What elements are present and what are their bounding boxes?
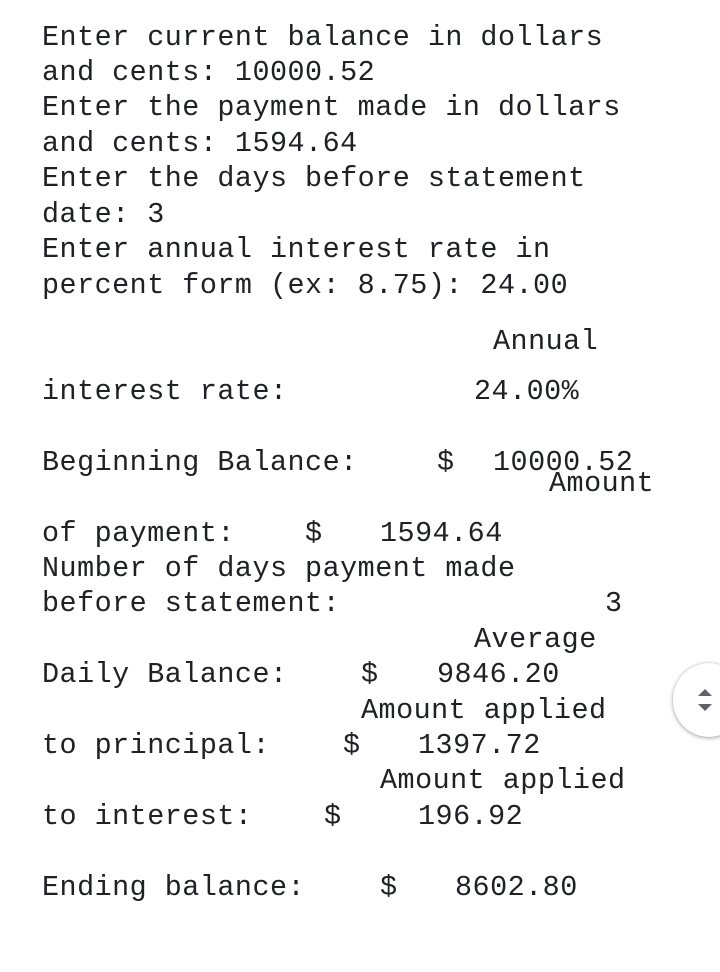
amount-label: Amount — [549, 467, 655, 500]
daily-balance-value: 9846.20 — [437, 658, 560, 691]
prompt-balance-line-2: and cents: 10000.52 — [42, 56, 376, 89]
payment-value: 1594.64 — [380, 517, 503, 550]
interest-label: to interest: — [42, 800, 253, 833]
interest-rate-value: 24.00% — [474, 375, 580, 408]
ending-balance-value: 8602.80 — [455, 871, 578, 904]
beginning-balance-value: 10000.52 — [493, 446, 634, 479]
prompt-rate-line-1: Enter annual interest rate in — [42, 233, 551, 266]
interest-heading: Amount applied — [380, 764, 626, 797]
prompt-rate-line-2: percent form (ex: 8.75): 24.00 — [42, 269, 569, 302]
prompt-balance-line-1: Enter current balance in dollars — [42, 21, 604, 54]
days-label-line-1: Number of days payment made — [42, 552, 516, 585]
prompt-payment-line-2: and cents: 1594.64 — [42, 127, 358, 160]
principal-value: 1397.72 — [418, 729, 541, 762]
ending-balance-label: Ending balance: — [42, 871, 306, 904]
payment-currency: $ — [305, 517, 323, 550]
beginning-balance-label: Beginning Balance: — [42, 446, 358, 479]
beginning-balance-currency: $ — [437, 446, 455, 479]
interest-currency: $ — [324, 800, 342, 833]
days-value: 3 — [605, 587, 623, 620]
prompt-days-line-1: Enter the days before statement — [42, 162, 586, 195]
prompt-days-line-2: date: 3 — [42, 198, 165, 231]
prompt-payment-line-1: Enter the payment made in dollars — [42, 91, 621, 124]
interest-rate-label: interest rate: — [42, 375, 288, 408]
principal-label: to principal: — [42, 729, 270, 762]
up-down-arrows-icon — [695, 685, 715, 715]
daily-balance-label: Daily Balance: — [42, 658, 288, 691]
principal-heading: Amount applied — [361, 694, 607, 727]
average-label: Average — [474, 623, 597, 656]
interest-value: 196.92 — [418, 800, 524, 833]
principal-currency: $ — [343, 729, 361, 762]
annual-label: Annual — [493, 325, 599, 358]
daily-balance-currency: $ — [361, 658, 379, 691]
payment-label: of payment: — [42, 517, 235, 550]
days-label-line-2: before statement: — [42, 587, 341, 620]
ending-balance-currency: $ — [380, 871, 398, 904]
